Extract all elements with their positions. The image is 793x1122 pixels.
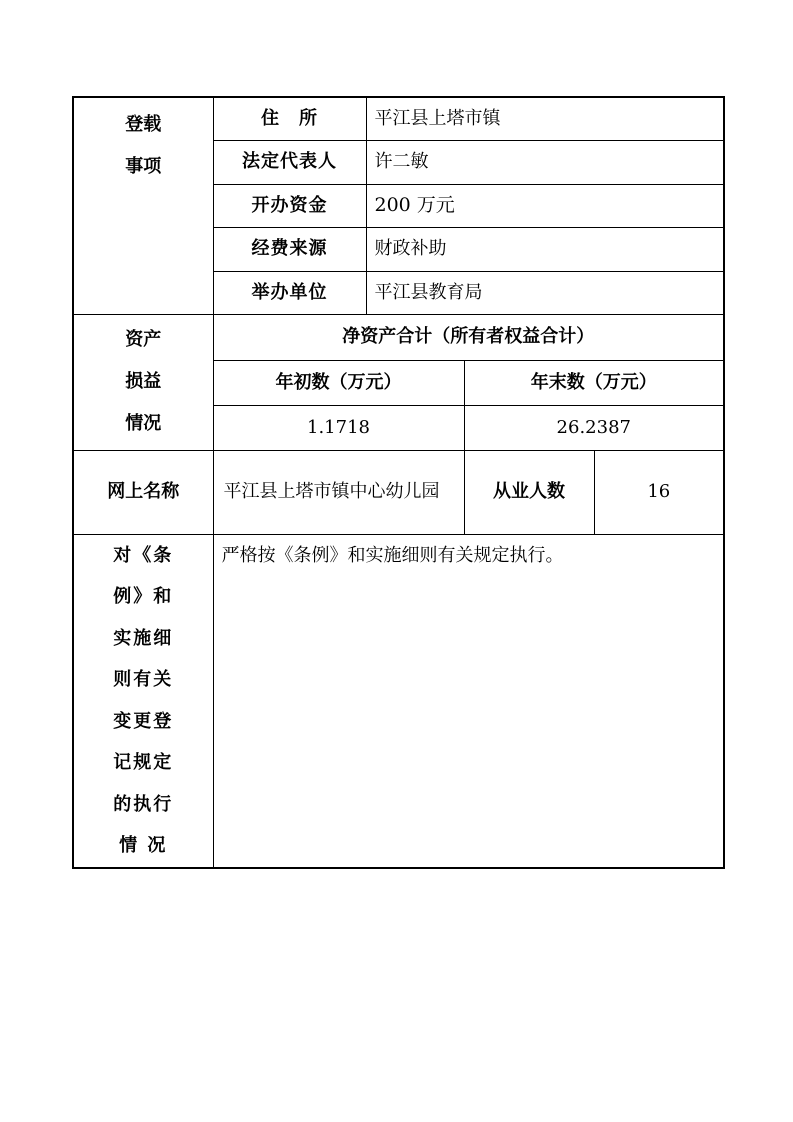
compliance-section-label bbox=[73, 534, 213, 868]
assets-label-line2: 损益 bbox=[125, 371, 162, 392]
compliance-label-line7: 的执行 bbox=[113, 793, 174, 815]
address-value: 平江县上塔市镇 bbox=[366, 97, 724, 140]
assets-section-label bbox=[73, 314, 213, 450]
registration-label-line1: 登载 bbox=[125, 114, 162, 135]
net-assets-header: 净资产合计（所有者权益合计） bbox=[213, 314, 724, 360]
staff-count-value: 16 bbox=[594, 450, 724, 534]
start-capital-label: 开办资金 bbox=[213, 184, 366, 227]
sponsor-unit-label: 举办单位 bbox=[213, 271, 366, 314]
compliance-label-line3: 实施细 bbox=[113, 627, 174, 649]
compliance-label-line1: 对《条 bbox=[113, 544, 174, 566]
compliance-label-line2: 例》和 bbox=[113, 586, 174, 608]
legal-representative-value: 许二敏 bbox=[366, 140, 724, 184]
funding-source-label: 经费来源 bbox=[213, 227, 366, 271]
address-label: 住 所 bbox=[213, 97, 366, 140]
online-name-value: 平江县上塔市镇中心幼儿园 bbox=[213, 450, 464, 534]
registration-label-line2: 事项 bbox=[125, 156, 162, 177]
registration-form-table bbox=[72, 96, 725, 869]
registration-section-label bbox=[73, 97, 213, 314]
legal-representative-label: 法定代表人 bbox=[213, 140, 366, 184]
year-start-value: 1.1718 bbox=[213, 405, 464, 450]
staff-count-label: 从业人数 bbox=[464, 450, 594, 534]
compliance-label-line6: 记规定 bbox=[113, 752, 174, 774]
assets-label-line3: 情况 bbox=[125, 413, 162, 434]
online-name-label: 网上名称 bbox=[73, 450, 213, 534]
compliance-text: 严格按《条例》和实施细则有关规定执行。 bbox=[213, 534, 724, 868]
compliance-label-line5: 变更登 bbox=[113, 710, 174, 732]
start-capital-value: 200 万元 bbox=[366, 184, 724, 227]
year-end-header: 年末数（万元） bbox=[464, 360, 724, 405]
year-start-header: 年初数（万元） bbox=[213, 360, 464, 405]
year-end-value: 26.2387 bbox=[464, 405, 724, 450]
funding-source-value: 财政补助 bbox=[366, 227, 724, 271]
compliance-label-line4: 则有关 bbox=[113, 669, 174, 691]
sponsor-unit-value: 平江县教育局 bbox=[366, 271, 724, 314]
assets-label-line1: 资产 bbox=[125, 329, 162, 350]
compliance-label-line8: 情 况 bbox=[119, 835, 168, 857]
